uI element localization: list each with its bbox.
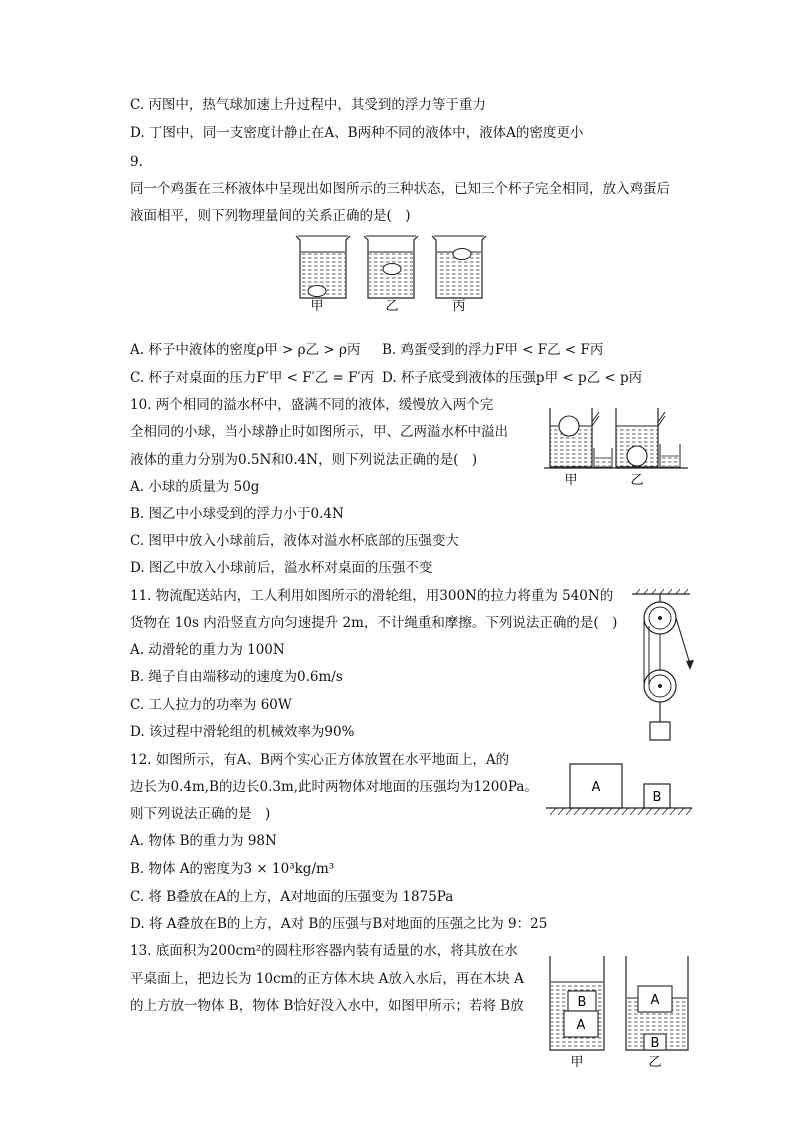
q10-stem-line2: 全相同的小球，当小球静止时如图所示，甲、乙两溢水杯中溢出 (130, 424, 508, 440)
q10-figure-overflow-cups (542, 400, 692, 490)
q10-stem-line1: 10. 两个相同的溢水杯中，盛满不同的液体，缓慢放入两个完 (130, 397, 494, 413)
q9-option-a: A. 杯子中液体的密度ρ甲 > ρ乙 > ρ丙 (130, 342, 361, 358)
q11-figure-pulley (628, 588, 698, 743)
q9-option-c: C. 杯子对桌面的压力F′甲 < F′乙 = F′丙 (130, 370, 375, 386)
q11-option-d: D. 该过程中滑轮组的机械效率为90% (130, 724, 355, 740)
q9-stem-line2: 液面相平，则下列物理量间的关系正确的是( ) (130, 208, 411, 224)
beaker-jia (296, 236, 350, 298)
q10-option-d: D. 图乙中放入小球前后，溢水杯对桌面的压强不变 (130, 560, 433, 576)
q13-stem-line2: 平桌面上，把边长为 10cm的正方体木块 A放入水后，再在木块 A (130, 971, 524, 987)
block-a-label: A (591, 780, 601, 795)
label-jia: 甲 (564, 473, 578, 488)
q10-option-c: C. 图甲中放入小球前后，液体对溢水杯底部的压强变大 (130, 533, 459, 549)
label-yi: 乙 (630, 473, 644, 488)
q8-option-d: D. 丁图中，同一支密度计静止在A、B两种不同的液体中，液体A的密度更小 (130, 125, 584, 141)
q9-figure-beakers (290, 232, 490, 314)
q10-option-b: B. 图乙中小球受到的浮力小于0.4N (130, 506, 344, 522)
q11-stem-line2: 货物在 10s 内沿竖直方向匀速提升 2m，不计绳重和摩擦。下列说法正确的是( ) (130, 615, 618, 631)
container-yi (626, 956, 688, 1051)
q9-option-b: B. 鸡蛋受到的浮力F甲 < F乙 < F丙 (382, 342, 604, 358)
q10-stem-line3: 液体的重力分别为0.5N和0.4N，则下列说法正确的是( ) (130, 452, 478, 468)
q9-stem-line1: 同一个鸡蛋在三杯液体中呈现出如图所示的三种状态，已知三个杯子完全相同，放入鸡蛋后 (130, 181, 670, 197)
q13-stem-line3: 的上方放一物体 B，物体 B恰好没入水中，如图甲所示；若将 B放 (130, 998, 524, 1014)
label-jia: 甲 (570, 1055, 584, 1070)
q12-option-d: D. 将 A叠放在B的上方，A对 B的压强与B对地面的压强之比为 9：25 (130, 916, 548, 932)
q11-stem-line1: 11. 物流配送站内，工人利用如图所示的滑轮组，用300N的拉力将重为 540N的 (130, 588, 614, 604)
block-b-label: B (650, 1036, 660, 1051)
q13-stem-line1: 13. 底面积为200cm²的圆柱形容器内装有适量的水，将其放在水 (130, 943, 518, 959)
q13-figure-containers (544, 952, 694, 1072)
q11-option-c: C. 工人拉力的功率为 60W (130, 697, 292, 713)
label-yi: 乙 (385, 299, 399, 314)
q11-option-b: B. 绳子自由端移动的速度为0.6m/s (130, 669, 343, 685)
container-jia (550, 956, 604, 1050)
block-b-label: B (652, 790, 662, 805)
beaker-yi (364, 236, 418, 298)
q12-stem-line1: 12. 如图所示，有A、B两个实心正方体放置在水平地面上，A的 (130, 752, 510, 768)
block-b-label: B (577, 995, 587, 1010)
label-yi: 乙 (648, 1055, 662, 1070)
q11-option-a: A. 动滑轮的重力为 100N (130, 642, 285, 658)
label-bing: 丙 (452, 299, 466, 314)
q12-stem-line3: 则下列说法正确的是 ) (130, 806, 271, 822)
label-jia: 甲 (310, 299, 324, 314)
q9-option-d: D. 杯子底受到液体的压强p甲 < p乙 < p丙 (382, 370, 643, 386)
block-a-label: A (650, 993, 660, 1008)
q12-stem-line2: 边长为0.4m,B的边长0.3m,此时两物体对地面的压强均为1200Pa。 (130, 779, 538, 795)
overflow-cup-jia (550, 408, 612, 467)
q12-option-a: A. 物体 B的重力为 98N (130, 833, 277, 849)
q12-figure-blocks (544, 760, 694, 820)
block-a-label: A (576, 1018, 586, 1033)
overflow-cup-yi (616, 408, 680, 467)
beaker-bing (432, 236, 486, 298)
q12-option-b: B. 物体 A的密度为3 × 10³kg/m³ (130, 861, 335, 877)
q10-option-a: A. 小球的质量为 50g (130, 479, 260, 495)
q9-number: 9. (130, 154, 143, 170)
q8-option-c: C. 丙图中，热气球加速上升过程中，其受到的浮力等于重力 (130, 97, 486, 113)
q12-option-c: C. 将 B叠放在A的上方，A对地面的压强变为 1875Pa (130, 889, 454, 905)
